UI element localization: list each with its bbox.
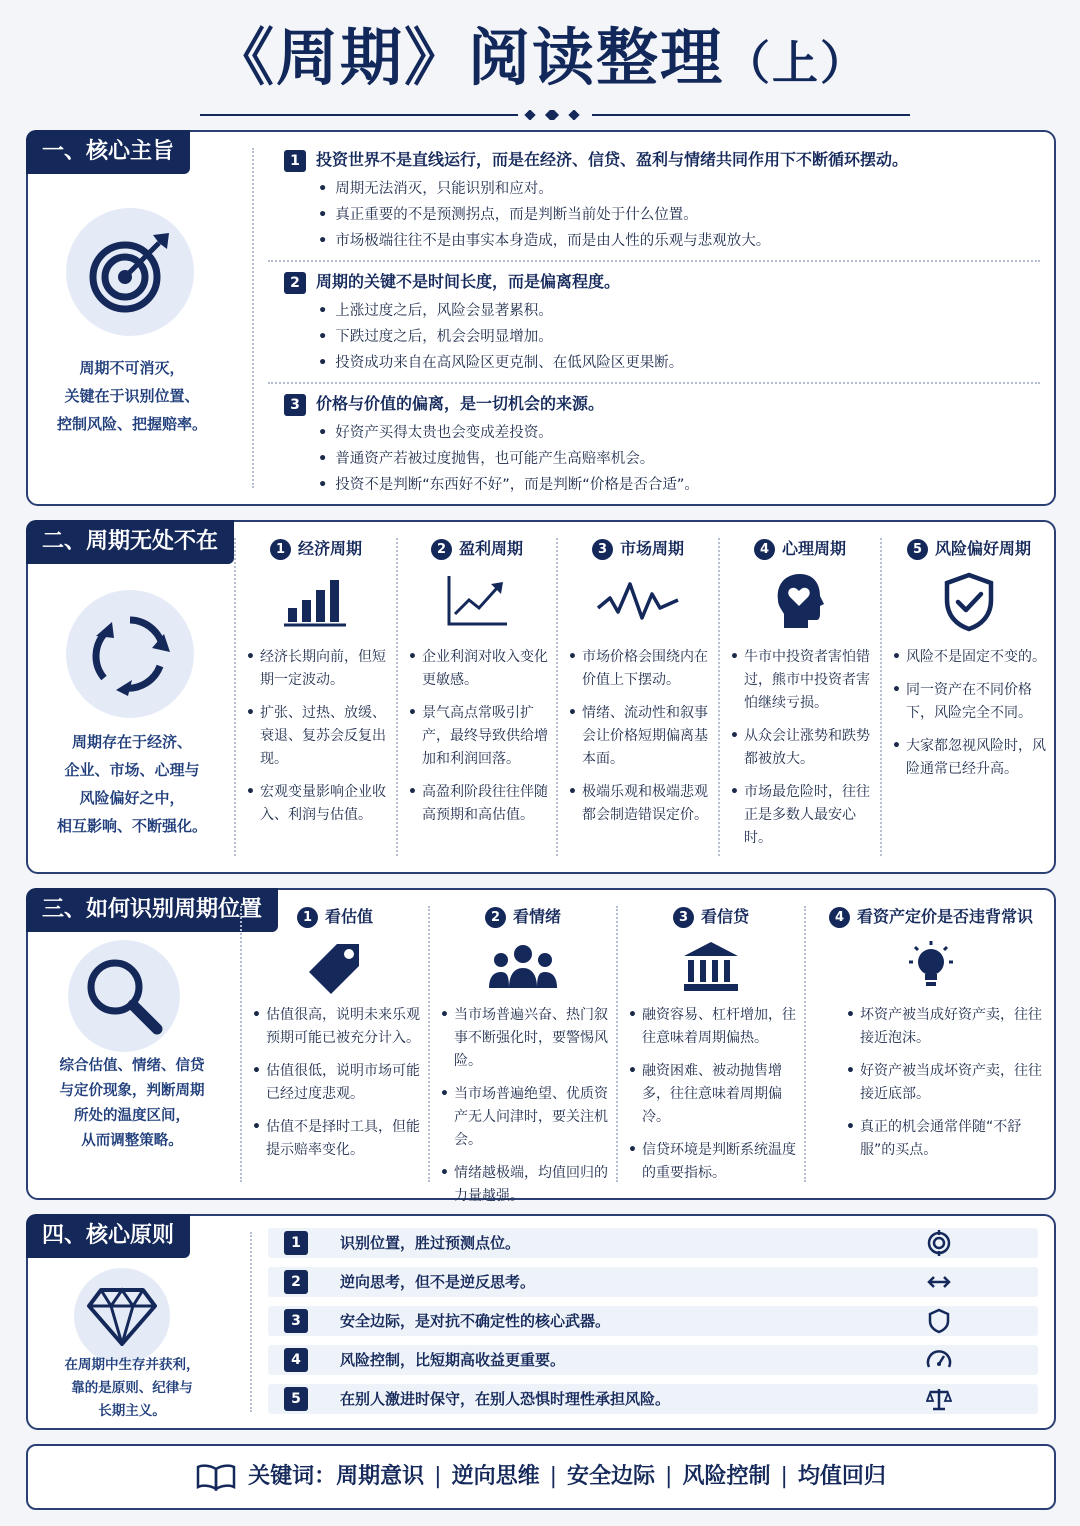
magnifier-icon xyxy=(68,940,180,1052)
keyword: 风险控制 xyxy=(682,1464,771,1489)
bullet: • 下跌过度之后，机会会明显增加。 xyxy=(318,324,1044,350)
cycle-arrows-icon xyxy=(66,590,194,718)
cycle-column xyxy=(558,522,718,872)
section-tag: 四、核心原则 xyxy=(26,1214,190,1258)
cycle-column xyxy=(236,522,396,872)
bullet: • 估值很高，说明未来乐观预期可能已被充分计入。 xyxy=(252,1004,422,1050)
shield-check-icon xyxy=(882,572,1056,636)
column-title: 看资产定价是否违背常识 xyxy=(856,907,1033,926)
section-left-column xyxy=(28,890,236,1198)
bullet: • 当市场普遍兴奋、热门叙事不断强化时，要警惕风险。 xyxy=(440,1004,610,1073)
column-number: 2 xyxy=(431,539,452,560)
column-title: 风险偏好周期 xyxy=(934,539,1031,558)
pulse-icon xyxy=(558,574,718,632)
item-heading: 投资世界不是直线运行，而是在经济、信贷、盈利与情绪共同作用下不断循环摆动。 xyxy=(316,150,909,169)
column-number: 1 xyxy=(270,539,291,560)
column-title: 盈利周期 xyxy=(458,539,523,558)
bullet: • 高盈利阶段往往伴随高预期和高估值。 xyxy=(408,781,550,827)
keywords-bar xyxy=(26,1444,1056,1510)
section-tag: 一、核心主旨 xyxy=(26,130,190,174)
principle-row xyxy=(268,1267,1038,1297)
principle-text: 识别位置，胜过预测点位。 xyxy=(340,1234,521,1252)
target-icon xyxy=(66,208,194,336)
separator: | xyxy=(665,1464,673,1489)
keywords-line xyxy=(28,1446,1054,1508)
column-title: 经济周期 xyxy=(297,539,362,558)
item-number: 2 xyxy=(284,272,306,294)
bullet: • 同一资产在不同价格下，风险完全不同。 xyxy=(892,679,1050,725)
bullet: • 情绪、流动性和叙事会让价格短期偏离基本面。 xyxy=(568,702,712,771)
head-heart-icon xyxy=(720,572,880,634)
cycle-column xyxy=(882,522,1056,872)
bullet: • 真正重要的不是预测拐点，而是判断当前处于什么位置。 xyxy=(318,202,1044,228)
column-number: 4 xyxy=(829,907,850,928)
separator: | xyxy=(549,1464,557,1489)
indicator-column xyxy=(806,890,1056,1198)
gauge-icon xyxy=(926,1347,952,1373)
principle-number: 2 xyxy=(284,1270,308,1294)
bullet: • 牛市中投资者害怕错过，熊市中投资者害怕继续亏损。 xyxy=(730,646,874,715)
bullet: • 市场极端往往不是由事实本身造成，而是由人性的乐观与悲观放大。 xyxy=(318,228,1044,254)
separator: | xyxy=(434,1464,442,1489)
section-core-principles xyxy=(26,1214,1056,1430)
bullet: • 上涨过度之后，风险会显著累积。 xyxy=(318,298,1044,324)
cycle-column xyxy=(720,522,880,872)
bullet: • 扩张、过热、放缓、衰退、复苏会反复出现。 xyxy=(246,702,390,771)
section-cycles-everywhere xyxy=(26,520,1056,874)
item-number: 3 xyxy=(284,394,306,416)
bullet: • 投资成功来自在高风险区更克制、在低风险区更果断。 xyxy=(318,350,1044,376)
column-title: 看估值 xyxy=(324,907,373,926)
bullet: • 普通资产若被过度抛售，也可能产生高赔率机会。 xyxy=(318,446,1044,472)
column-number: 3 xyxy=(592,539,613,560)
principle-text: 逆向思考，但不是逆反思考。 xyxy=(340,1273,536,1291)
trend-chart-icon xyxy=(398,574,556,632)
bullet: • 经济长期向前，但短期一定波动。 xyxy=(246,646,390,692)
section-summary: 周期存在于经济、 企业、市场、心理与 风险偏好之中， 相互影响、不断强化。 xyxy=(56,733,207,835)
section-left-column xyxy=(28,1216,236,1428)
section-tag: 二、周期无处不在 xyxy=(26,520,234,564)
diamond-icon xyxy=(74,1268,170,1364)
shield-icon xyxy=(926,1308,952,1334)
bank-icon xyxy=(618,940,804,998)
bullet: • 周期无法消灭，只能识别和应对。 xyxy=(318,176,1044,202)
divider xyxy=(268,382,1040,384)
divider xyxy=(250,1232,252,1412)
principle-text: 安全边际，是对抗不确定性的核心武器。 xyxy=(340,1312,611,1330)
keywords-label: 关键词： xyxy=(248,1464,337,1489)
section-core-theme xyxy=(26,130,1056,506)
item-heading: 周期的关键不是时间长度，而是偏离程度。 xyxy=(316,272,621,291)
column-title: 市场周期 xyxy=(619,539,684,558)
column-title: 看情绪 xyxy=(512,907,561,926)
separator: | xyxy=(780,1464,788,1489)
bar-chart-icon xyxy=(236,574,396,632)
bullet: • 估值很低，说明市场可能已经过度悲观。 xyxy=(252,1060,422,1106)
section-identify-cycle xyxy=(26,888,1056,1204)
bullet: • 投资不是判断“东西好不好”，而是判断“价格是否合适”。 xyxy=(318,472,1044,498)
divider xyxy=(268,260,1040,262)
open-book-icon xyxy=(196,1463,236,1491)
cycle-column xyxy=(398,522,556,872)
title-divider xyxy=(200,110,910,120)
bullet: • 企业利润对收入变化更敏感。 xyxy=(408,646,550,692)
column-number: 4 xyxy=(754,539,775,560)
column-title: 心理周期 xyxy=(781,539,846,558)
principle-row xyxy=(268,1345,1038,1375)
column-number: 5 xyxy=(907,539,928,560)
column-number: 3 xyxy=(673,907,694,928)
column-number: 2 xyxy=(485,907,506,928)
bullet: • 真正的机会通常伴随“不舒服”的买点。 xyxy=(846,1116,1050,1162)
double-arrow-icon xyxy=(926,1269,952,1295)
section-summary: 周期不可消灭， 关键在于识别位置、 控制风险、把握赔率。 xyxy=(56,359,207,433)
bullet: • 宏观变量影响企业收入、利润与估值。 xyxy=(246,781,390,827)
keyword: 安全边际 xyxy=(567,1464,656,1489)
keyword: 周期意识 xyxy=(336,1464,425,1489)
scale-icon xyxy=(926,1386,952,1412)
indicator-column xyxy=(242,890,428,1198)
section-summary: 综合估值、情绪、信贷 与定价现象，判断周期 所处的温度区间， 从而调整策略。 xyxy=(59,1058,205,1149)
people-group-icon xyxy=(430,942,616,996)
bullet: • 估值不是择时工具，但能提示赔率变化。 xyxy=(252,1116,422,1162)
bullet: • 大家都忽视风险时，风险通常已经升高。 xyxy=(892,735,1050,781)
bullet: • 好资产被当成坏资产卖，往往接近底部。 xyxy=(846,1060,1050,1106)
bullet: • 坏资产被当成好资产卖，往往接近泡沫。 xyxy=(846,1004,1050,1050)
bullet: • 风险不是固定不变的。 xyxy=(892,646,1050,669)
crosshair-icon xyxy=(926,1230,952,1256)
bullet: • 市场最危险时，往往正是多数人最安心时。 xyxy=(730,781,874,850)
title-main: 《周期》阅读整理 xyxy=(211,21,724,94)
principle-row xyxy=(268,1228,1038,1258)
theme-item xyxy=(284,146,1044,254)
principle-number: 1 xyxy=(284,1231,308,1255)
bullet: • 情绪越极端，均值回归的力量越强。 xyxy=(440,1162,610,1208)
indicator-column xyxy=(618,890,804,1198)
bullet: • 好资产买得太贵也会变成差投资。 xyxy=(318,420,1044,446)
keyword: 均值回归 xyxy=(797,1464,886,1489)
principle-number: 3 xyxy=(284,1309,308,1333)
indicator-column xyxy=(430,890,616,1204)
section-summary: 在周期中生存并获利， 靠的是原则、纪律与 长期主义。 xyxy=(64,1357,200,1419)
principle-row xyxy=(268,1306,1038,1336)
principle-text: 风险控制，比短期高收益更重要。 xyxy=(340,1351,566,1369)
bullet: • 当市场普遍绝望、优质资产无人问津时，要关注机会。 xyxy=(440,1083,610,1152)
principle-text: 在别人激进时保守，在别人恐惧时理性承担风险。 xyxy=(340,1390,671,1408)
page-title xyxy=(0,14,1080,102)
bullet: • 从众会让涨势和跌势都被放大。 xyxy=(730,725,874,771)
principle-row xyxy=(268,1384,1038,1414)
theme-item xyxy=(284,390,1044,498)
section-tag: 三、如何识别周期位置 xyxy=(26,888,278,932)
column-number: 1 xyxy=(297,907,318,928)
bullet: • 融资容易、杠杆增加，往往意味着周期偏热。 xyxy=(628,1004,798,1050)
keyword: 逆向思维 xyxy=(451,1464,540,1489)
principle-number: 5 xyxy=(284,1387,308,1411)
column-title: 看信贷 xyxy=(700,907,749,926)
section-left-column xyxy=(28,132,236,504)
lightbulb-icon xyxy=(806,940,1056,1000)
section-left-column xyxy=(28,522,236,872)
bullet: • 融资困难、被动抛售增多，往往意味着周期偏冷。 xyxy=(628,1060,798,1129)
item-heading: 价格与价值的偏离，是一切机会的来源。 xyxy=(316,394,605,413)
bullet: • 市场价格会围绕内在价值上下摆动。 xyxy=(568,646,712,692)
price-tag-icon xyxy=(242,940,428,1000)
principle-number: 4 xyxy=(284,1348,308,1372)
title-subtitle: （上） xyxy=(724,36,868,90)
bullet: • 极端乐观和极端悲观都会制造错误定价。 xyxy=(568,781,712,827)
divider xyxy=(252,148,254,488)
bullet: • 信贷环境是判断系统温度的重要指标。 xyxy=(628,1139,798,1185)
bullet: • 景气高点常吸引扩产，最终导致供给增加和利润回落。 xyxy=(408,702,550,771)
item-number: 1 xyxy=(284,150,306,172)
theme-item xyxy=(284,268,1044,376)
